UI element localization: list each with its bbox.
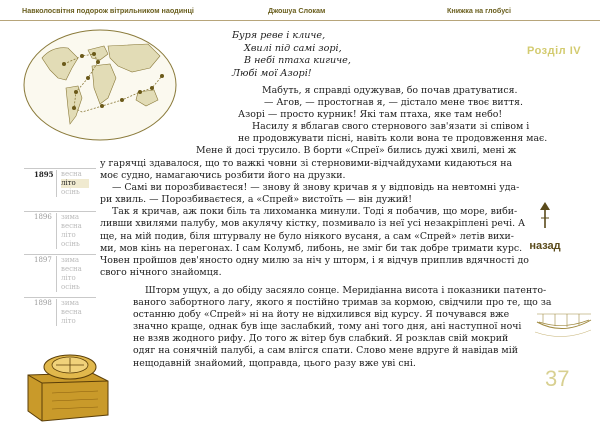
text-line: Так я кричав, аж поки біль та лихоманка минули. Тоді я побачив, що море, виби- <box>112 206 518 218</box>
season-item[interactable]: літо <box>61 274 76 282</box>
season-item-current[interactable]: літо <box>61 179 89 188</box>
text-line: ми, мов кінь на перегонах. І сам Колумб, либонь, не зміг би так добре тримати курс. <box>100 242 523 254</box>
text-line: не продовжувати пісні, навіть коли вона те продовження має. <box>238 133 548 145</box>
compass-box-icon <box>22 345 114 423</box>
season-item[interactable]: весна <box>61 265 82 273</box>
text-line: останню добу «Спрей» ні на йоту не відхилився від курсу. Я почувався вже <box>133 309 510 321</box>
timeline-year-label: 1896 <box>34 213 52 221</box>
text-line: — Самі ви порозбиваєтеся! — знову й знову кричав я у відповідь на невтомні уда- <box>112 182 520 194</box>
timeline-year-label: 1897 <box>34 256 52 264</box>
chapter-label: Розділ IV <box>527 45 582 57</box>
season-item[interactable]: осінь <box>61 240 80 248</box>
text-line: ваного забортного лагу, якого я постійно тримав за кормою, свідчили про те, що за <box>133 297 552 309</box>
text-line: нещодавній знайомий, щоправда, цього разу вже уві сні. <box>133 357 416 369</box>
season-item[interactable]: осінь <box>61 283 80 291</box>
header-series: Книжка на глобусі <box>447 6 512 15</box>
text-line: Шторм ущух, а до обіду засяяло сонце. Меридіанна висота і показники патенто- <box>145 285 547 296</box>
text-line: Азорі — просто курник! Які там птаха, яке там небо! <box>238 109 503 121</box>
text-line: Човен пройшов дев'яносто одну милю за ніч у шторм, і я відчув приплив вдячності до <box>100 254 529 266</box>
text-line: ще, на мій подив, біля штурвалу не було ніякого вусаня, а сам «Спрей» летів вихи- <box>100 230 514 242</box>
header-book-title: Навколосвітня подорож вітрильником наодинці <box>22 6 194 15</box>
poem-line: Любі мої Азорі! <box>232 67 312 79</box>
epigraph-poem <box>232 30 351 80</box>
timeline-year-1898[interactable] <box>24 297 96 340</box>
text-line: одяг на сонячній палубі, а сам влігся спати. Слово мене вдруге й навідав мій <box>133 345 518 357</box>
season-item[interactable]: зима <box>61 299 80 307</box>
page-number: 37 <box>545 366 570 391</box>
season-item[interactable]: весна <box>61 170 82 178</box>
poem-line: Буря реве і кличе, <box>232 30 326 41</box>
text-line: Мене й досі трусило. В борти «Спреї» бились дужі хвилі, мені ж <box>196 145 517 157</box>
season-item[interactable]: літо <box>61 231 76 239</box>
poem-line: Хвилі під самі зорі, <box>244 42 342 54</box>
season-item[interactable]: зима <box>61 213 80 221</box>
page-header <box>0 0 600 21</box>
season-item[interactable]: весна <box>61 308 82 316</box>
text-block-bottom <box>133 285 552 370</box>
back-button[interactable] <box>523 200 567 252</box>
timeline-year-1896[interactable] <box>24 211 96 254</box>
timeline-year-1895[interactable] <box>24 168 96 211</box>
timeline-seasons <box>56 213 89 249</box>
timeline-year-label: 1898 <box>34 299 52 307</box>
text-line: Насилу я вблагав свого стернового зав'язати зі співом і <box>252 121 530 133</box>
timeline-year-label: 1895 <box>34 170 54 179</box>
timeline-seasons <box>56 170 89 197</box>
text-line: — Агов, — простогнав я, — дістало мене твоє виття. <box>264 97 523 109</box>
text-block-middle <box>100 158 529 279</box>
text-line: моє судно, намагаючись розбити його на друзки. <box>100 170 346 182</box>
season-item[interactable]: зима <box>61 256 80 264</box>
back-label: назад <box>529 240 561 252</box>
text-line: свого нічного знайомця. <box>100 266 222 278</box>
season-item[interactable]: осінь <box>61 188 80 196</box>
up-arrow-icon <box>538 200 552 230</box>
text-line: Мабуть, я справді одужував, бо почав дратуватися. <box>262 85 518 96</box>
timeline-seasons <box>56 299 89 326</box>
text-line: ливши хвилями палубу, мов акулячу кістку, позмивало із неї усі незакріплені речі. А <box>100 218 526 230</box>
year-timeline <box>24 168 96 340</box>
text-block-top <box>196 85 548 158</box>
season-item[interactable]: літо <box>61 317 76 325</box>
text-line: значно краще, однак був іще заслабкий, тому ані того дня, ані наступної ночі <box>133 321 522 333</box>
text-line: ри хвиль. — Порозбиваєтеся, а «Спрей» вистоїть — він дужий! <box>100 194 413 206</box>
timeline-year-1897[interactable] <box>24 254 96 297</box>
boat-sketch-icon <box>533 292 593 342</box>
world-route-map <box>22 28 179 143</box>
header-author: Джошуа Слокам <box>268 6 326 15</box>
season-item[interactable]: весна <box>61 222 82 230</box>
text-line: у гарячці здавалося, що то важкі човни зі стерновими-відчайдухами кидаються на <box>100 158 513 169</box>
timeline-seasons <box>56 256 89 292</box>
poem-line: В небі птаха кигиче, <box>244 55 351 67</box>
text-line: не взяв жодного рифу. До того ж вітер був слабкий. Я розклав свій мокрий <box>133 333 509 345</box>
